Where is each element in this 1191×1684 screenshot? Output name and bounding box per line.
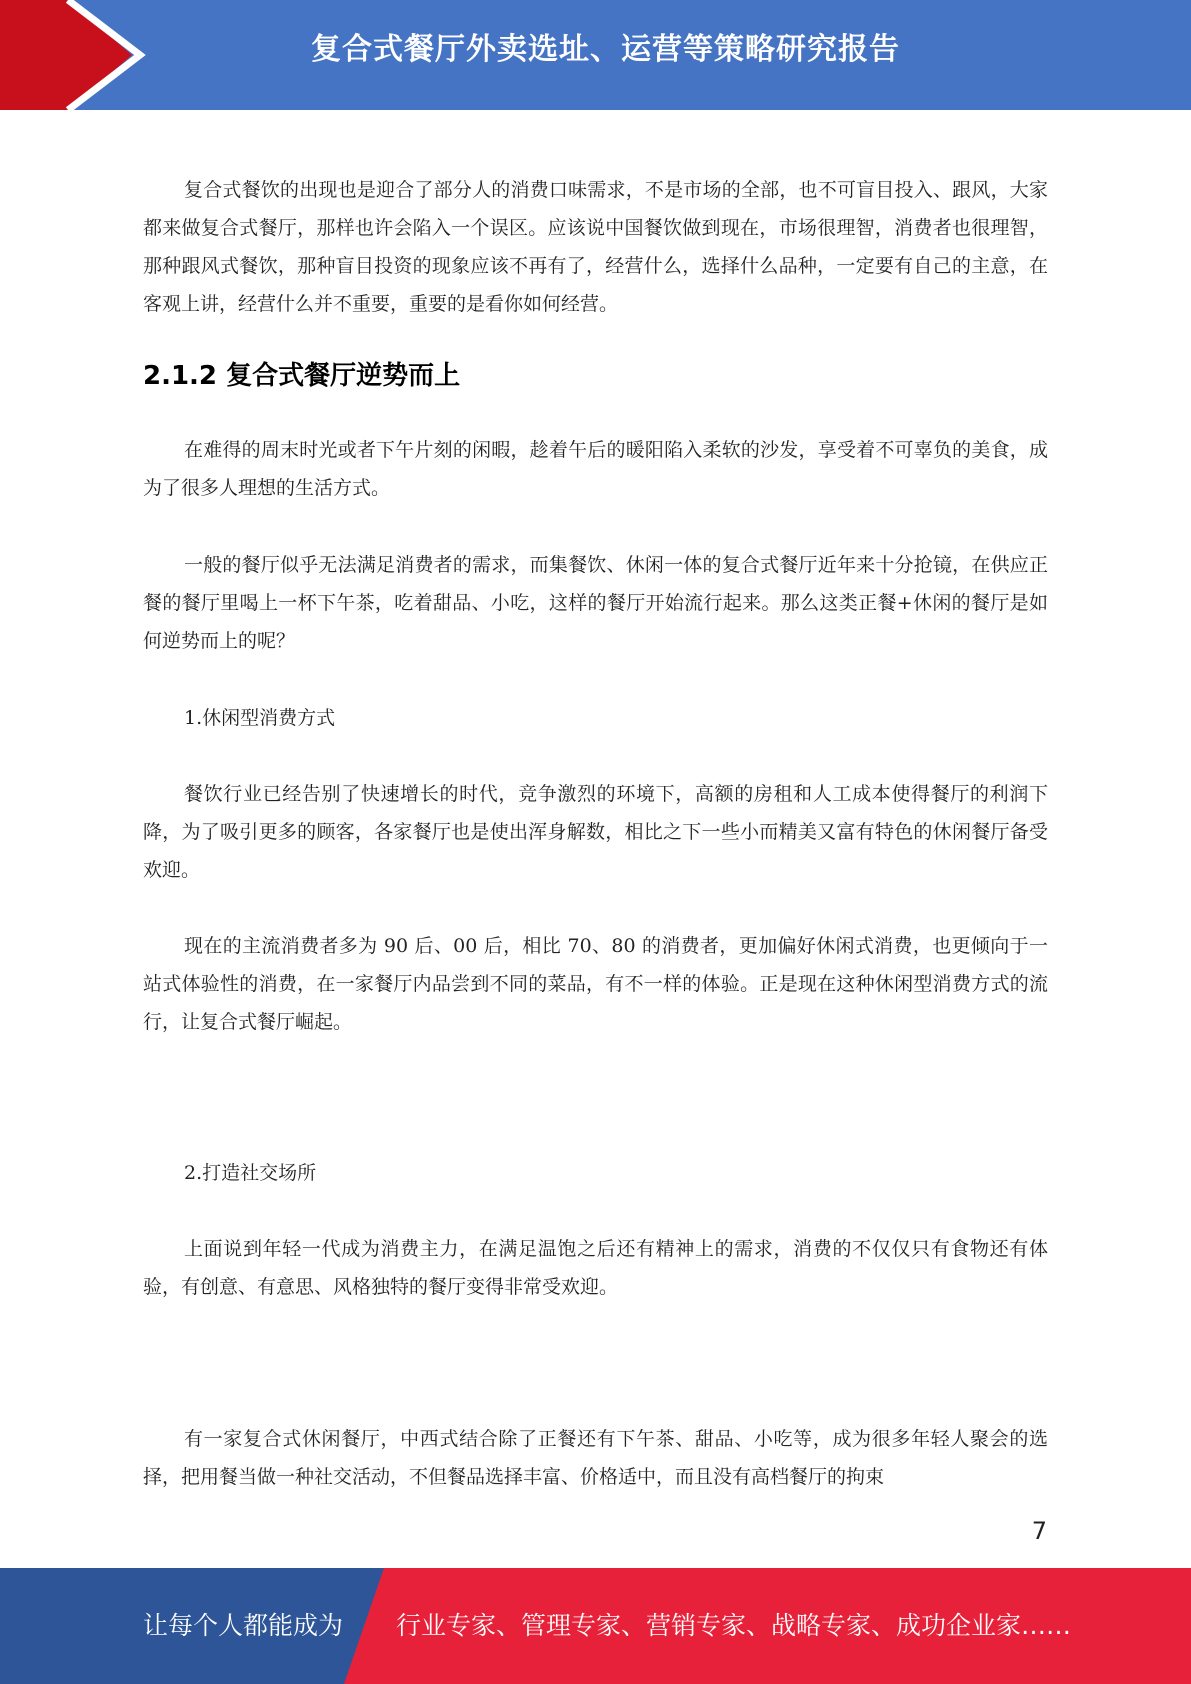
subheading-social-venue: 2.打造社交场所	[184, 1162, 317, 1184]
page-footer	[0, 1568, 1191, 1684]
footer-slogan-left: 让每个人都能成为	[143, 1611, 344, 1640]
chevron-arrow-icon	[0, 0, 160, 110]
report-title: 复合式餐厅外卖选址、运营等策略研究报告	[311, 32, 900, 67]
footer-slogan-right: 行业专家、管理专家、营销专家、战略专家、成功企业家……	[396, 1611, 1072, 1640]
paragraph-industry-competition: 餐饮行业已经告别了快速增长的时代，竞争激烈的环境下，高额的房租和人工成本使得餐厅的利润下降，为了吸引更多的顾客，各家餐厅也是使出浑身解数，相比之下一些小而精美又富有特色的休闲餐厅备受欢迎。	[143, 783, 1048, 881]
paragraph-rise-question: 一般的餐厅似乎无法满足消费者的需求，而集餐饮、休闲一体的复合式餐厅近年来十分抢镜，在供应正餐的餐厅里喝上一杯下午茶，吃着甜品、小吃，这样的餐厅开始流行起来。那么这类正餐+休闲的餐厅是如何逆势而上的呢？	[143, 554, 1048, 652]
paragraph-leisure-lifestyle: 在难得的周末时光或者下午片刻的闲暇，趁着午后的暖阳陷入柔软的沙发，享受着不可辜负的美食，成为了很多人理想的生活方式。	[143, 439, 1048, 499]
paragraph-experience-demand: 上面说到年轻一代成为消费主力，在满足温饱之后还有精神上的需求，消费的不仅仅只有食物还有体验，有创意、有意思、风格独特的餐厅变得非常受欢迎。	[143, 1238, 1048, 1298]
paragraph-example-restaurant: 有一家复合式休闲餐厅，中西式结合除了正餐还有下午茶、甜品、小吃等，成为很多年轻人聚会的选择，把用餐当做一种社交活动，不但餐品选择丰富、价格适中，而且没有高档餐厅的拘束	[143, 1428, 1048, 1488]
section-heading: 2.1.2 复合式餐厅逆势而上	[143, 361, 461, 391]
paragraph-compound-dining-intro: 复合式餐饮的出现也是迎合了部分人的消费口味需求，不是市场的全部，也不可盲目投入、跟风，大家都来做复合式餐厅，那样也许会陷入一个误区。应该说中国餐饮做到现在，市场很理智，消费者也很理智，那种跟风式餐饮，那种盲目投资的现象应该不再有了，经营什么，选择什么品种，一定要有自己的主意，在客观上讲，经营什么并不重要，重要的是看你如何经营。	[143, 179, 1048, 315]
subheading-leisure-consumption: 1.休闲型消费方式	[184, 707, 336, 729]
page-number: 7	[1031, 1517, 1047, 1545]
paragraph-young-consumers: 现在的主流消费者多为 90 后、00 后，相比 70、80 的消费者，更加偏好休闲式消费，也更倾向于一站式体验性的消费，在一家餐厅内品尝到不同的菜品，有不一样的体验。正是现在这种休闲型消费方式的流行，让复合式餐厅崛起。	[143, 935, 1048, 1033]
page-header	[0, 0, 1191, 110]
